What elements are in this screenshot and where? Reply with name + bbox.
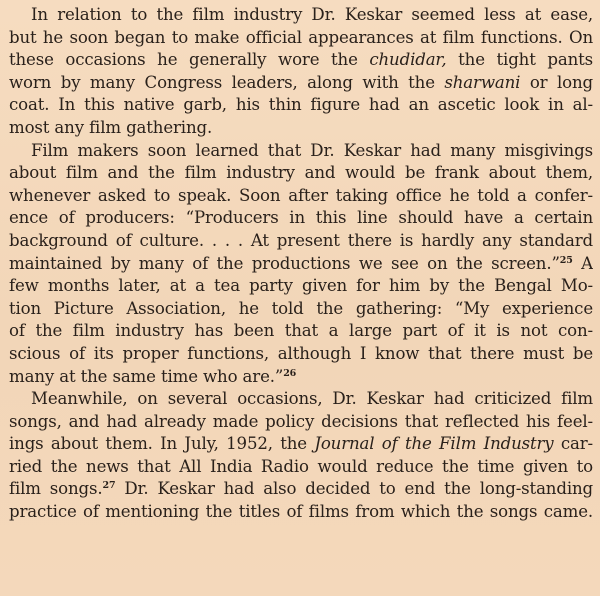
text-line: [9, 343, 593, 366]
text-segment: whenever asked to speak. Soon after taking office he told a confer-: [9, 185, 593, 205]
text-segment: ried the news that All India Radio would reduce the time given to: [9, 456, 593, 476]
text-segment: A: [572, 253, 593, 273]
text-line: [9, 230, 593, 253]
text-line: [9, 207, 593, 230]
text-line: [9, 298, 593, 321]
text-segment: In relation to the film industry Dr. Keskar seemed less at ease,: [31, 5, 593, 24]
text-segment: ings about them. In July, 1952, the: [9, 434, 315, 454]
text-line: [9, 478, 593, 501]
text-line: [9, 501, 593, 524]
paragraph: [9, 140, 593, 389]
text-line: [9, 433, 593, 456]
text-segment: of the film industry has been that a large part of it is not con-: [9, 321, 593, 341]
text-line: [9, 320, 593, 343]
italic-term: Journal of the Film Industry: [314, 434, 554, 454]
text-line: [9, 253, 593, 276]
italic-term: sharwani: [444, 72, 521, 92]
footnote-reference: 26: [283, 367, 297, 379]
text-segment: practice of mentioning the titles of films from which the songs came.: [9, 502, 593, 522]
text-segment: ence of producers: “Producers in this line should have a certain: [9, 208, 593, 228]
text-line: [9, 275, 593, 298]
text-segment: songs, and had already made policy decisions that reflected his feel-: [9, 411, 593, 431]
text-segment: but he soon began to make official appearances at film functions. On: [9, 27, 593, 47]
text-line: [9, 72, 593, 95]
text-segment: background of culture. . . . At present there is hardly any standard: [9, 230, 593, 250]
text-segment: most any film gathering.: [9, 117, 213, 137]
text-line: [9, 162, 593, 185]
body-text: [9, 4, 593, 524]
text-line: [9, 94, 593, 117]
text-segment: scious of its proper functions, although I know that there must be: [9, 343, 593, 363]
text-segment: car-: [553, 434, 593, 454]
text-segment: few months later, at a tea party given for him by the Bengal Mo-: [9, 276, 593, 296]
text-line: [9, 388, 593, 411]
text-line: [9, 4, 593, 27]
text-segment: Film makers soon learned that Dr. Keskar had many misgivings: [31, 140, 593, 160]
text-segment: film songs.: [9, 479, 103, 499]
text-line: [9, 411, 593, 434]
text-segment: Dr. Keskar had also decided to end the long-standing: [115, 479, 593, 499]
text-segment: these occasions he generally wore the: [9, 50, 370, 70]
text-segment: coat. In this native garb, his thin figure had an ascetic look in al-: [9, 95, 593, 115]
text-line: [9, 49, 593, 72]
text-segment: tion Picture Association, he told the gathering: “My experience: [9, 298, 593, 318]
paragraph: [9, 388, 593, 524]
text-segment: the tight pants: [446, 50, 593, 70]
paragraph: [9, 4, 593, 140]
text-segment: many at the same time who are.”: [9, 366, 284, 386]
text-line: [9, 456, 593, 479]
text-segment: Meanwhile, on several occasions, Dr. Keskar had criticized film: [31, 389, 593, 409]
text-line: [9, 140, 593, 163]
text-segment: worn by many Congress leaders, along with the: [9, 72, 445, 92]
text-segment: or long: [520, 72, 593, 92]
text-line: [9, 366, 593, 389]
text-segment: about film and the film industry and would be frank about them,: [9, 163, 593, 183]
text-line: [9, 27, 593, 50]
text-line: [9, 185, 593, 208]
text-line: [9, 117, 593, 140]
footnote-reference: 27: [102, 480, 116, 492]
text-segment: maintained by many of the productions we see on the screen.”: [9, 253, 560, 273]
footnote-reference: 25: [559, 254, 573, 266]
italic-term: chudidar,: [369, 50, 447, 70]
